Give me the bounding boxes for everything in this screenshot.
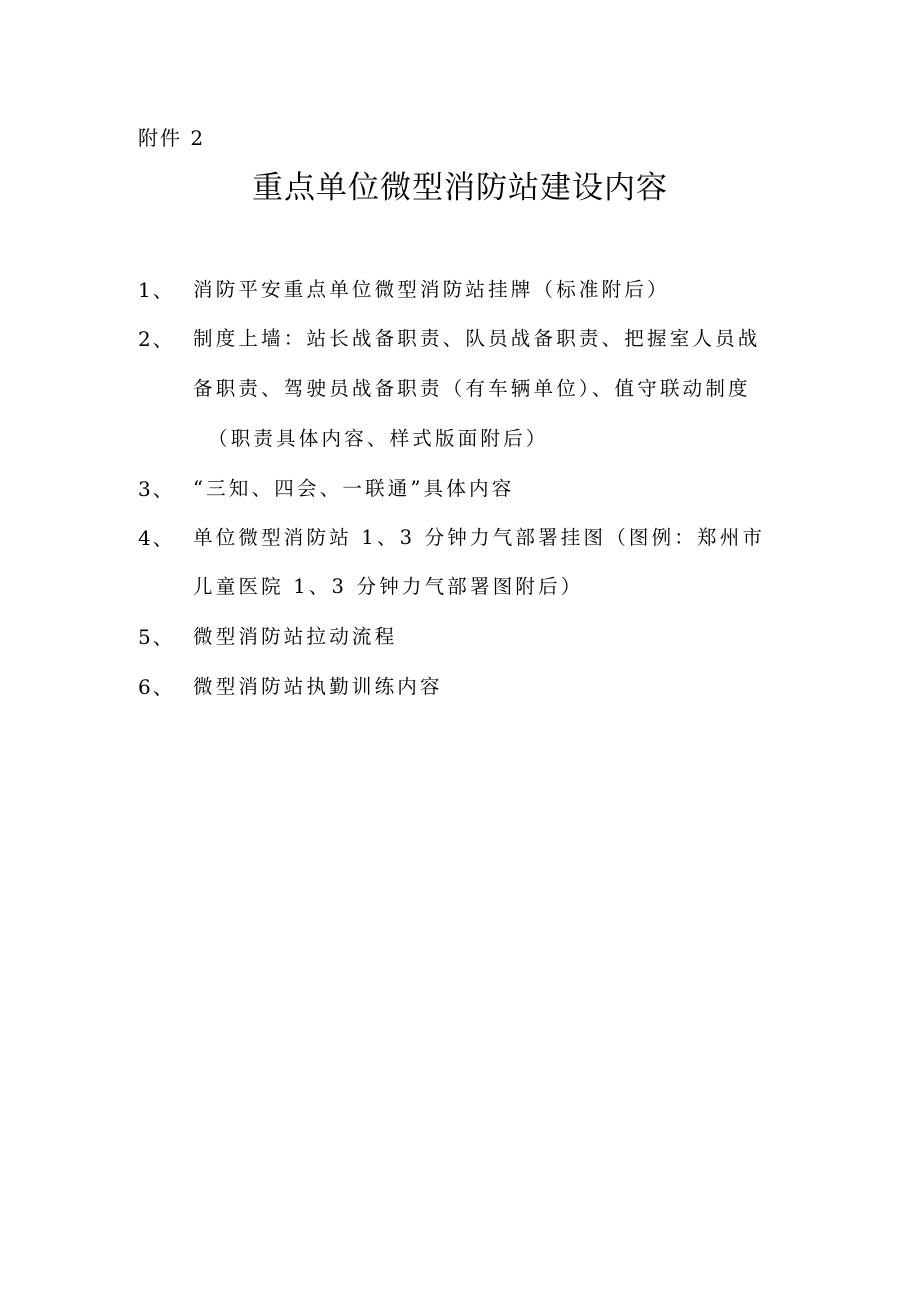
item-text-line: 微型消防站执勤训练内容 [193,675,443,698]
item-text-line: 消防平安重点单位微型消防站挂牌（标准附后） [193,278,670,301]
item-text-line: 儿童医院 1、3 分钟力气部署图附后） [193,575,584,598]
item-text-line: 备职责、驾驶员战备职责（有车辆单位）、值守联动制度 [193,377,751,400]
attachment-label: 附件 2 [138,126,206,150]
item-text-line: 单位微型消防站 1、3 分钟力气部署挂图（图例：郑州市 [193,526,766,549]
item-number: 1、 [138,278,175,302]
item-text-line: 微型消防站拉动流程 [193,625,398,648]
item-text-line: “三知、四会、一联通”具体内容 [193,477,515,500]
item-text-line: 制度上墙：站长战备职责、队员战备职责、把握室人员战 [193,327,761,350]
item-number: 5、 [138,625,175,649]
document-title: 重点单位微型消防站建设内容 [252,170,668,206]
item-number: 6、 [138,675,175,699]
item-text-line: （职责具体内容、样式版面附后） [208,427,549,450]
item-number: 4、 [138,526,175,550]
item-number: 2、 [138,327,175,351]
item-number: 3、 [138,477,175,501]
